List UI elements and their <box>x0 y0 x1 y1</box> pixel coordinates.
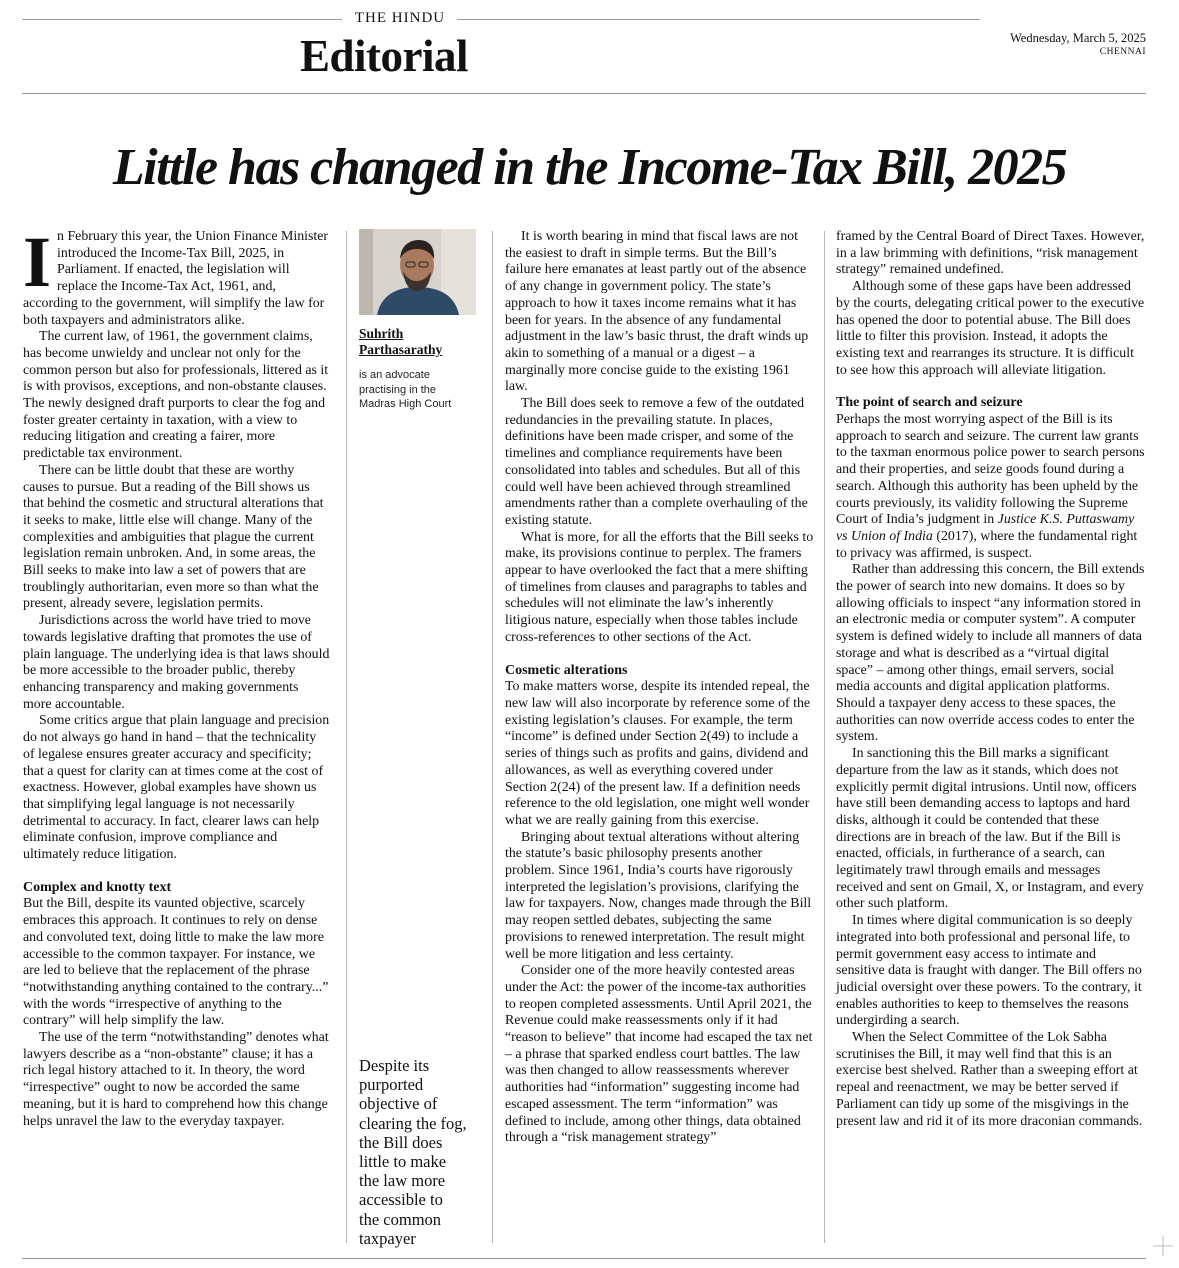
column-divider <box>492 231 493 1243</box>
footer-rule <box>22 1258 1146 1259</box>
paragraph: Rather than addressing this concern, the Bill extends the power of search into new domains. It does so by allowing officials to inspect “any information stored in an electronic media or computer system”. A computer system is defined widely to include all manners of data storage and what is described as a “virtual digital space” – among other things, email servers, social media accounts and digital application platforms. Should a taxpayer deny access to these spaces, the authorities can now override access codes to enter the system. <box>836 562 1145 745</box>
author-name: Suhrith Parthasarathy <box>359 326 443 357</box>
paragraph: Some critics argue that plain language and precision do not always go hand in hand – that the technicality of legalese ensures greater accuracy and specificity; that a quest for clarity can at times come at the cost of exactness. However, global examples have shown us that simplifying legal language is not necessarily detrimental to accuracy. In fact, clearer laws can help eliminate confusion, improve compliance and ultimately reduce litigation. <box>23 713 330 863</box>
masthead-rule-left <box>22 19 342 20</box>
paragraph: The current law, of 1961, the government claims, has become unwieldy and unclear not only for the common person but also for professionals, littered as it is with provisos, exceptions, and non-obstante clauses. The newly designed draft purports to clear the fog and foster greater certainty in taxation, with a view to reducing litigation and creating a fairer, more predictable tax environment. <box>23 329 329 462</box>
city: CHENNAI <box>1099 47 1146 57</box>
paragraph: But the Bill, despite its vaunted objective, scarcely embraces this approach. It continues to rely on dense and convoluted text, doing little to make the law more accessible to the common taxpayer. For instance, we are led to believe that the replacement of the phrase “notwithstanding anything contained to the contrary...” with the words “irrespective of anything to the contrary” will help simplify the law. <box>23 896 329 1029</box>
subheading: The point of search and seizure <box>836 395 1023 411</box>
paragraph: The use of the term “notwithstanding” denotes what lawyers describe as a “non-obstante” clause; it has a rich legal history attached to it. In theory, the word “irrespective” ought to now be accorded the same meaning, but it is hard to comprehend how this change helps unravel the law to the everyday taxpayer. <box>23 1030 329 1129</box>
paragraph: What is more, for all the efforts that the Bill seeks to make, its provisions continue to perplex. The framers appear to have overlooked the fact that a mere shifting of timelines from clauses and paragraphs to tables and schedules will not eliminate the law’s inherently litigious nature, especially when those tables include cross-references to other sections of the Act. <box>505 529 814 645</box>
paragraph: In sanctioning this the Bill marks a significant departure from the law as it stands, which does not explicitly permit digital intrusions. Until now, officers have still been demanding access to laptops and hard disks, although it could be contended that these directions are in breach of the law. But if the Bill is enacted, officials, in furtherance of a search, can legitimately trawl through emails and messages received and sent on Gmail, X, or Instagram, and every other such platform. <box>836 746 1144 912</box>
date: Wednesday, March 5, 2025 <box>1010 31 1146 45</box>
subheading: Complex and knotty text <box>23 879 172 895</box>
paragraph: It is worth bearing in mind that fiscal laws are not the easiest to draft in simple terms. But the Bill’s failure here emanates at least partly out of the absence of any change in government policy. The state’s approach to how it taxes income remains what it has been for years. In the absence of any fundamental adjustment in the law’s basic thrust, the draft winds up akin to something of a manual or a digest – a marginally more concise guide to the existing 1961 law. <box>505 229 809 395</box>
paragraph: Bringing about textual alterations without altering the statute’s basic philosophy presents another problem. Since 1961, India’s courts have rigorously interpreted the legislation’s provisions, clarifying the law for taxpayers. Now, changes made through the Bill may reopen settled debates, subjecting the same provisions to renewed interpretation. The result might well be more litigation and less certainty. <box>505 829 812 962</box>
paragraph: Although some of these gaps have been addressed by the courts, delegating critical power to the executive has opened the door to potential abuse. The Bill does little to filter this provision. Instead, it adopts the existing text and rearranges its structure. It is difficult to see how this approach will alleviate litigation. <box>836 279 1145 378</box>
author-photo <box>359 229 476 315</box>
drop-cap: I <box>23 222 52 302</box>
paragraph: framed by the Central Board of Direct Taxes. However, in a law brimming with definitions, “risk management strategy” remained undefined. <box>836 229 1145 278</box>
dateline <box>1010 31 1146 59</box>
header-divider <box>22 93 1146 94</box>
paragraph: When the Select Committee of the Lok Sabha scrutinises the Bill, it may well find that this is an exercise best shelved. Rather than a sweeping effort at repeal and reenactment, we may be better served if Parliament can tidy up some of the misgivings in the present law and rid it of its more draconian commands. <box>836 1030 1143 1129</box>
author-bio: is an advocate practising in the Madras High Court <box>359 369 452 410</box>
paragraph: There can be little doubt that these are worthy causes to pursue. But a reading of the Bill shows us that behind the cosmetic and structural alterations that it seeks to make, little else will change. Many of the complexities and ambiguities that plague the current legislation remain unbroken. And, in some areas, the Bill seeks to make into law a set of powers that are troublingly authoritarian, even more so than what the present, already severe, legislation permits. <box>23 462 324 612</box>
article-column-3 <box>505 229 815 1147</box>
masthead-rule-right <box>457 19 980 20</box>
case-citation: Justice K.S. Puttaswamy vs Union of India <box>836 512 1135 544</box>
subheading: Cosmetic alterations <box>505 662 628 678</box>
section-title: Editorial <box>300 31 469 81</box>
paragraph: In February this year, the Union Finance Minister introduced the Income-Tax Bill, 2025, in Parliament. If enacted, the legislation will replace the Income-Tax Act, 1961, and, according to the government, will simplify the law for both taxpayers and administrators alike. <box>23 222 329 328</box>
paragraph: Consider one of the more heavily contested areas under the Act: the power of the income-tax authorities to reopen completed assessments. Until April 2021, the Revenue could make reassessments only if it had “reason to believe” that income had escaped the tax net – a phrase that sparked endless court battles. The law was then changed to allow reassessments wherever authorities had “information” suggesting income had escaped assessment. The term “information” was defined to include, among other things, data obtained through a “risk management strategy” <box>505 963 813 1146</box>
newspaper-name: THE HINDU <box>354 10 446 26</box>
pull-quote: Despite its purported objective of clearing the fog, the Bill does little to make the law more accessible to the common taxpayer <box>359 1056 467 1248</box>
column-divider <box>346 231 347 1243</box>
crop-mark-icon <box>1153 1236 1173 1256</box>
paragraph: Jurisdictions across the world have tried to move towards legislative drafting that promotes the use of plain language. The underlying idea is that laws should be more accessible to the broader public, thereby enhancing transparency and making governments more accountable. <box>23 613 330 712</box>
article-column-4 <box>836 229 1145 1130</box>
paragraph: In times where digital communication is so deeply integrated into both professional and personal life, to permit government easy access to intimate and sensitive data is fraught with danger. The Bill offers no judicial oversight over these powers. To the contrary, it enables authorities to keep to themselves the reasons undergirding a search. <box>836 913 1142 1029</box>
paragraph: The Bill does seek to remove a few of the outdated redundancies in the prevailing statute. In places, definitions have been made crisper, and some of the timelines and compliance requirements have been consolidated into tables and schedules. But all of this could well have been achieved through streamlined amendments rather than a complete overhauling of the existing statute. <box>505 396 808 528</box>
paragraph: To make matters worse, despite its intended repeal, the new law will also incorporate by reference some of the existing legislation’s clauses. For example, the term “income” is defined under Section 2(49) to include a series of things such as profits and gains, dividend and allowances, as well as everything covered under Section 2(24) of the present law. If a definition needs reference to the old legislation, one might well wonder what we are really gaining from this exercise. <box>505 679 811 828</box>
headline: Little has changed in the Income-Tax Bill, 2025 <box>112 139 1067 196</box>
article-column-1 <box>23 222 330 1130</box>
paragraph: Perhaps the most worrying aspect of the Bill is its approach to search and seizure. The current law grants to the taxman enormous police power to search persons and their properties, and seize goods found during a search. Although this authority has been upheld by the courts previously, its validity following the Supreme Court of India’s judgment in Justice K.S. Puttaswamy vs Union of India (2017), where the fundamental right to privacy was affirmed, is suspect. <box>836 412 1145 561</box>
column-divider <box>824 231 825 1243</box>
